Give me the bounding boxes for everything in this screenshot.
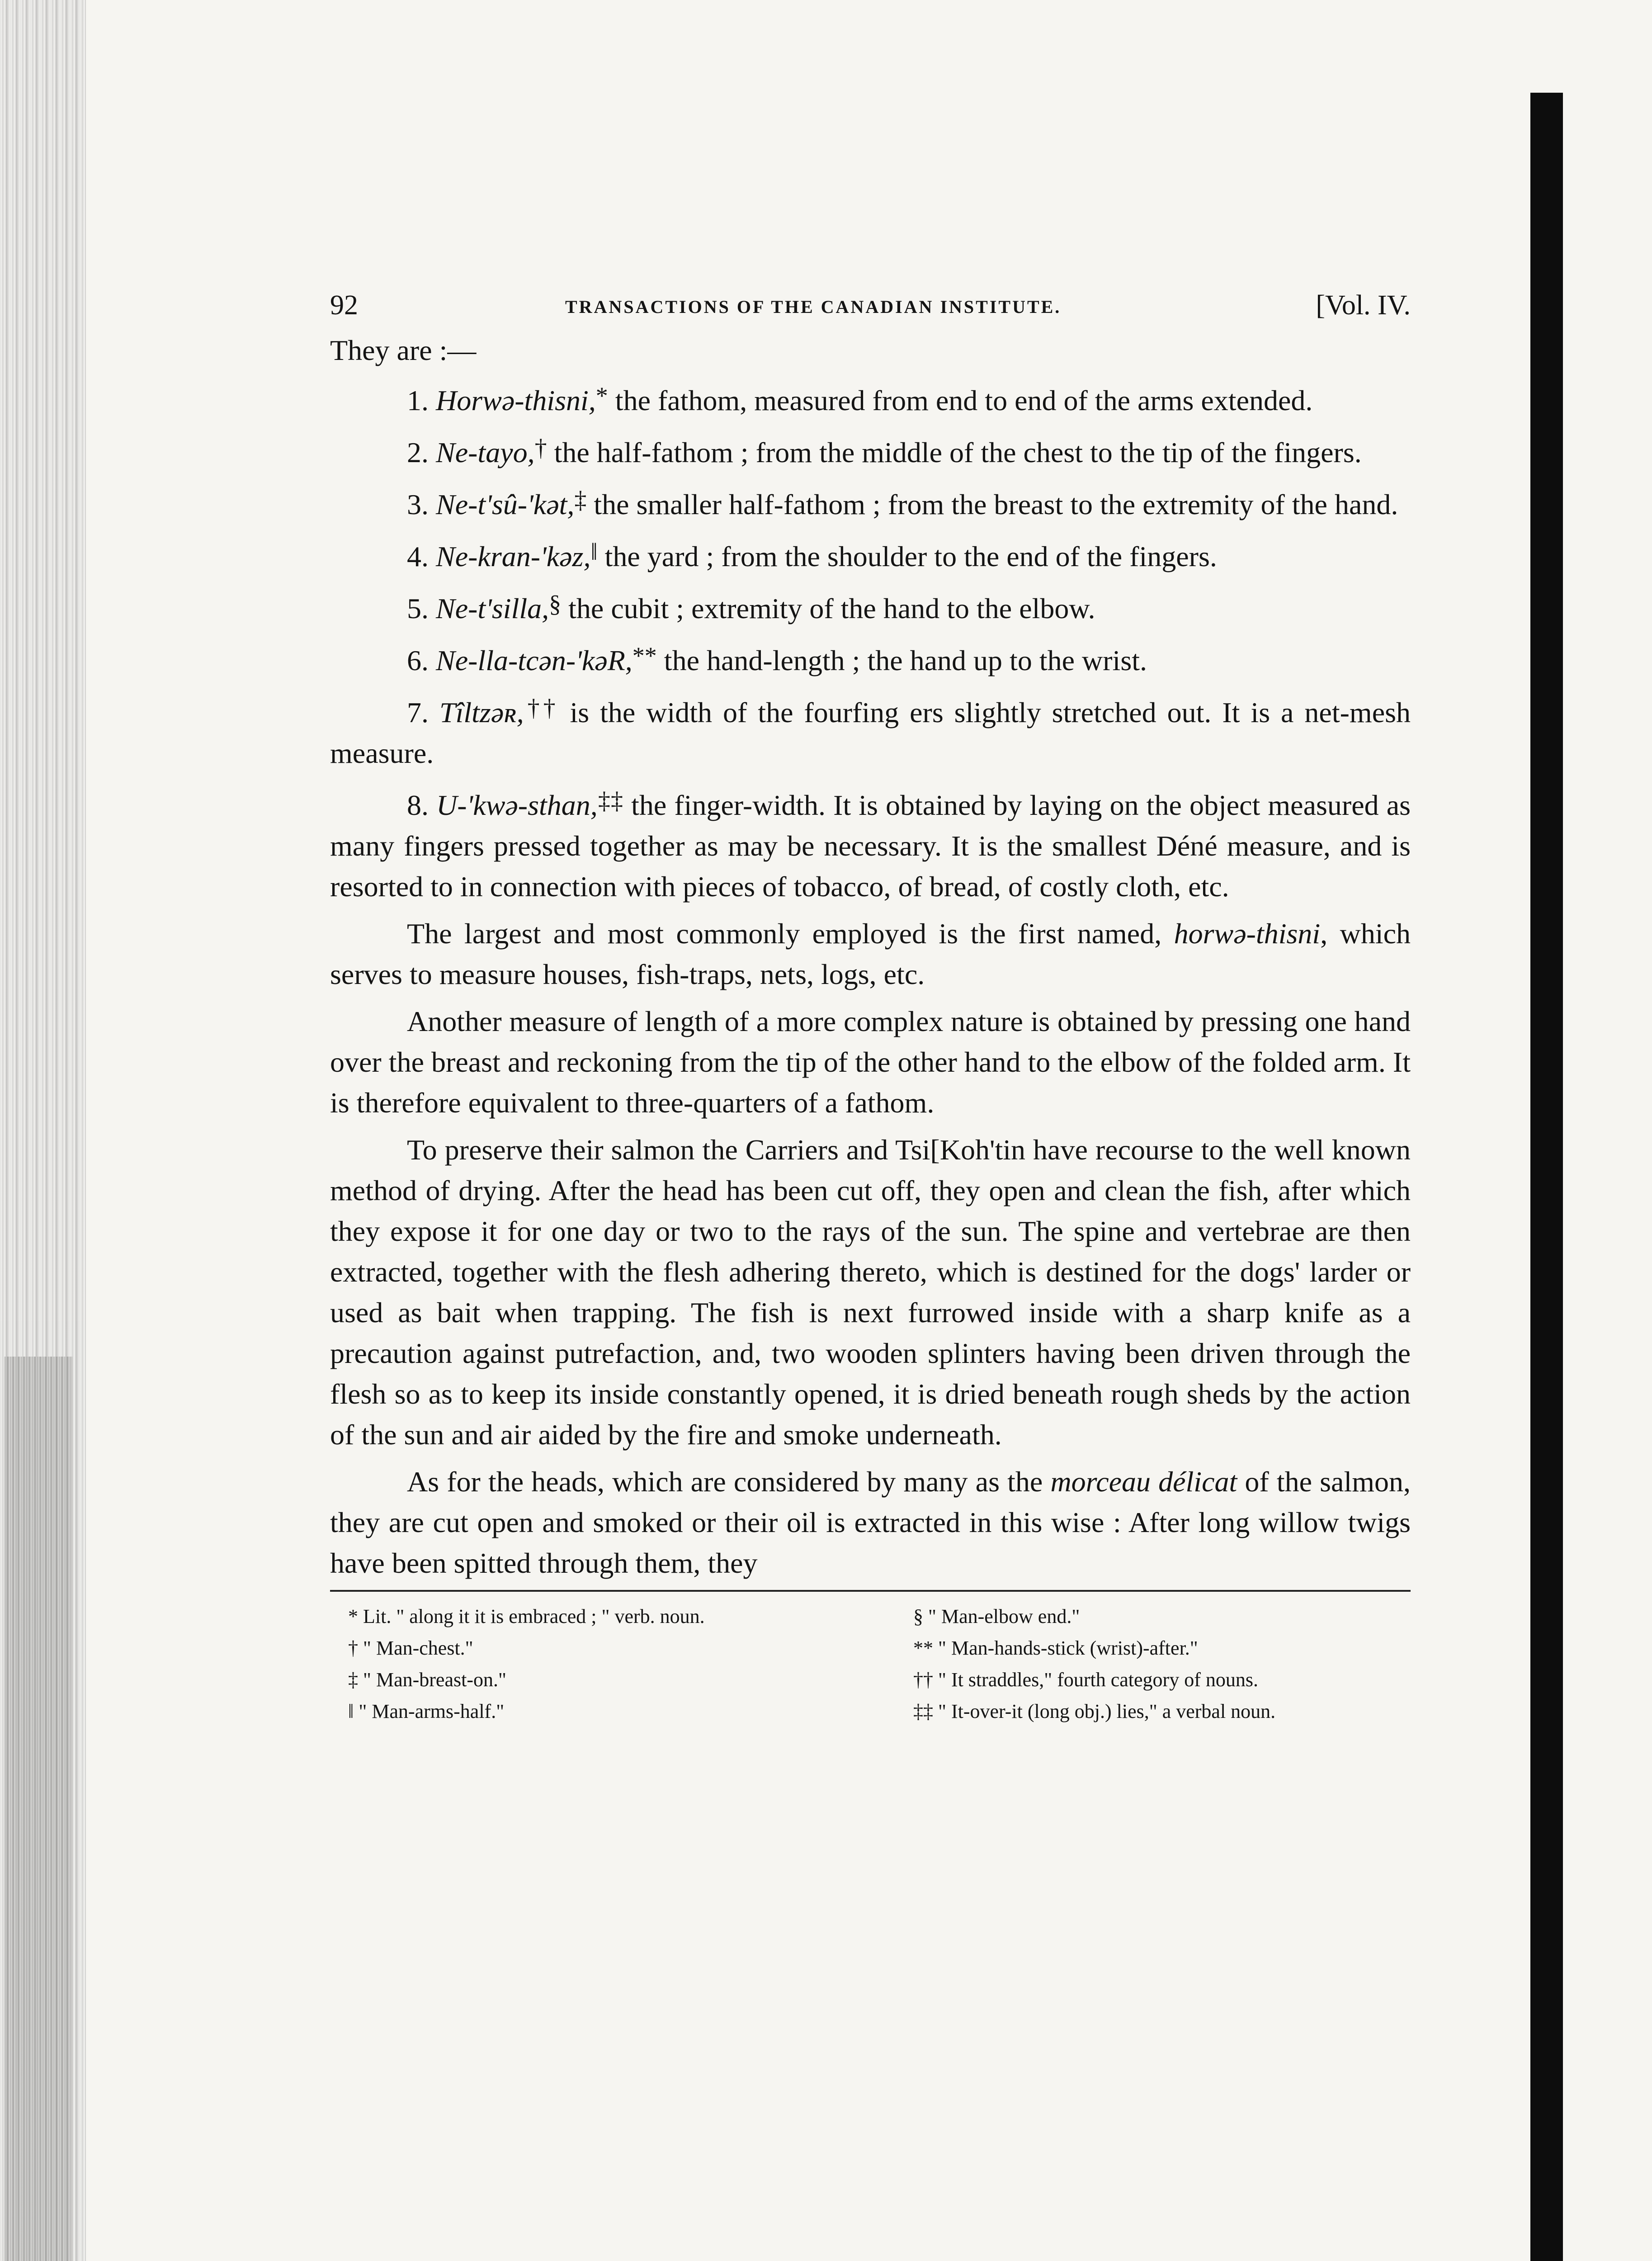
footnotes bbox=[330, 1601, 1411, 1736]
footnote: †† " It straddles," fourth category of nouns. bbox=[913, 1669, 1258, 1691]
item-text: the fathom, measured from end to end of the arms extended. bbox=[608, 384, 1313, 416]
item-text: is the width of the fourfing ers slightly stretched out. It is a net-mesh measure. bbox=[330, 696, 1411, 769]
term-italic: horwə-thisni bbox=[1174, 918, 1321, 950]
item-number: 4. bbox=[407, 540, 429, 572]
page-number: 92 bbox=[330, 290, 358, 321]
measure-item bbox=[330, 583, 1411, 629]
paragraph-salmon: To preserve their salmon the Carriers and Tsi[Koh'tin have recourse to the well known method of drying. After the head has been cut off, they open and clean the fish, after which they expose it for one day or two to the rays of the sun. The spine and vertebrae are then extracted, together with the flesh adhering thereto, which is destined for the dogs' larder or used as bait when trapping. The fish is next furrowed inside with a sharp knife as a precaution against putrefaction, and, two wooden splinters having been driven through the flesh so as to keep its inside constantly opened, it is dried beneath rough sheds by the action of the sun and air aided by the fire and smoke underneath. bbox=[330, 1134, 1411, 1451]
measure-item bbox=[330, 479, 1411, 525]
intro-line: They are :— bbox=[330, 334, 477, 366]
item-text: the yard ; from the shoulder to the end of the fingers. bbox=[597, 540, 1217, 572]
footnote-marker: ‖ bbox=[590, 538, 598, 565]
item-term: U-'kwə-sthan, bbox=[436, 789, 598, 821]
footnotes-left-column bbox=[348, 1601, 891, 1727]
footnote-marker: § bbox=[549, 590, 562, 617]
item-text: the hand-length ; the hand up to the wrist. bbox=[656, 644, 1147, 676]
footnote-marker: ‡ bbox=[574, 486, 587, 513]
measure-item bbox=[330, 427, 1411, 473]
measure-item bbox=[330, 780, 1411, 907]
page bbox=[330, 280, 1411, 1736]
item-number: 8. bbox=[407, 789, 429, 821]
footnote: § " Man-elbow end." bbox=[913, 1605, 1080, 1627]
text-run: of the salmon, they are cut open and smoked or their oil is extracted in this wise : After long willow twigs have been spitted through them, they bbox=[330, 1466, 1411, 1579]
item-term: Tîltzəʀ, bbox=[439, 696, 524, 728]
measure-item bbox=[330, 531, 1411, 577]
footnote-marker: ‡‡ bbox=[597, 787, 624, 814]
text-run: The largest and most commonly employed is the first named, bbox=[407, 918, 1174, 950]
item-number: 5. bbox=[407, 592, 429, 624]
footnote: † " Man-chest." bbox=[348, 1637, 473, 1659]
item-text: the smaller half-fathom ; from the breast to the extremity of the hand. bbox=[586, 488, 1398, 520]
item-text: the half-fathom ; from the middle of the chest to the tip of the fingers. bbox=[547, 436, 1362, 468]
body-text bbox=[330, 330, 1411, 1584]
measure-item bbox=[330, 635, 1411, 681]
binding-shadow-bar bbox=[1530, 93, 1563, 2261]
measure-item bbox=[330, 687, 1411, 774]
item-term: Ne-kran-'kəz, bbox=[436, 540, 591, 572]
footnotes-right-column bbox=[913, 1601, 1411, 1727]
footnote-marker: †† bbox=[524, 694, 559, 721]
item-term: Ne-lla-tcən-'kəR, bbox=[436, 644, 632, 676]
item-number: 6. bbox=[407, 644, 429, 676]
footnote: ‡‡ " It-over-it (long obj.) lies," a verbal noun. bbox=[913, 1700, 1276, 1722]
footnote: ‖ " Man-arms-half." bbox=[348, 1700, 505, 1722]
item-text: the finger-width. It is obtained by laying on the object measured as many fingers pressed together as may be necessary. It is the smallest Déné measure, and is resorted to in connection with pieces of tobacco, of bread, of costly cloth, etc. bbox=[330, 789, 1411, 903]
text-run: As for the heads, which are considered by many as the bbox=[407, 1466, 1051, 1498]
page-header bbox=[330, 280, 1411, 330]
paragraph-largest bbox=[330, 913, 1411, 995]
footnote-rule bbox=[330, 1590, 1411, 1592]
item-text: the cubit ; extremity of the hand to the elbow. bbox=[561, 592, 1095, 624]
item-term: Ne-t'silla, bbox=[436, 592, 549, 624]
scan-edge-shadow bbox=[5, 1357, 72, 2261]
footnote-marker: * bbox=[595, 382, 608, 409]
paragraph-another: Another measure of length of a more complex nature is obtained by pressing one hand over the breast and reckoning from the tip of the other hand to the elbow of the folded arm. It is therefore equivalent to three-quarters of a fathom. bbox=[330, 1005, 1411, 1119]
item-number: 1. bbox=[407, 384, 429, 416]
paragraph-heads bbox=[330, 1462, 1411, 1584]
running-title: TRANSACTIONS OF THE CANADIAN INSTITUTE. bbox=[565, 297, 1062, 317]
footnote-marker: ** bbox=[632, 642, 657, 669]
item-number: 2. bbox=[407, 436, 429, 468]
term-italic: morceau délicat bbox=[1050, 1466, 1237, 1498]
item-number: 3. bbox=[407, 488, 429, 520]
scan-edge-left bbox=[0, 0, 86, 2261]
footnote: ‡ " Man-breast-on." bbox=[348, 1669, 506, 1691]
footnote: ** " Man-hands-stick (wrist)-after." bbox=[913, 1637, 1198, 1659]
item-term: Ne-tayo, bbox=[436, 436, 535, 468]
text-run: , which serves to measure houses, fish-traps, nets, logs, etc. bbox=[330, 918, 1411, 990]
item-term: Horwə-thisni, bbox=[436, 384, 596, 416]
footnote: * Lit. " along it it is embraced ; " verb. noun. bbox=[348, 1605, 705, 1627]
measure-item bbox=[330, 375, 1411, 421]
item-number: 7. bbox=[407, 696, 429, 728]
footnote-marker: † bbox=[534, 434, 547, 461]
volume-label: [Vol. IV. bbox=[1316, 290, 1411, 321]
item-term: Ne-t'sû-'kət, bbox=[436, 488, 575, 520]
